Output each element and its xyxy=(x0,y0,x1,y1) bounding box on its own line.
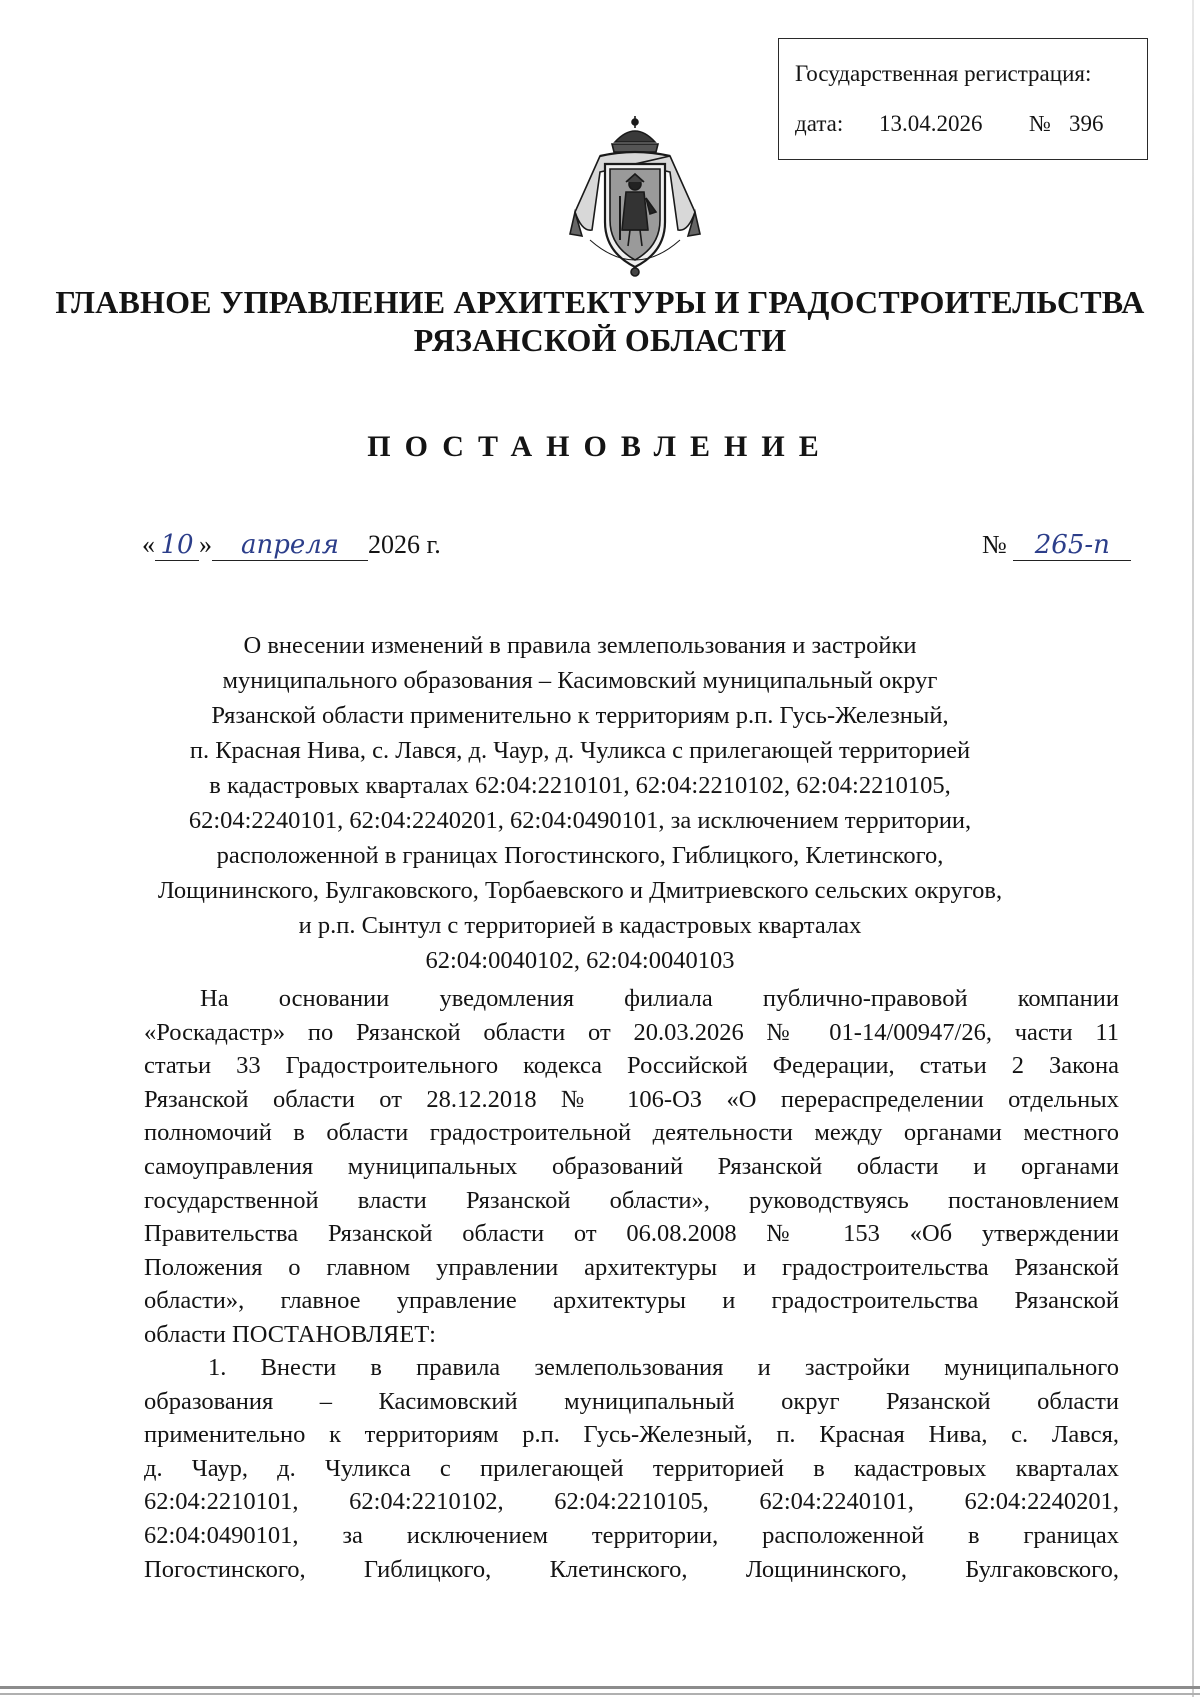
subject-line: 62:04:0040102, 62:04:0040103 xyxy=(425,947,735,974)
preamble-line: области», главное управление архитектуры и градостроительства Рязанской xyxy=(144,1287,1119,1315)
registration-number: 396 xyxy=(1069,111,1104,136)
preamble-line: На основании уведомления филиала публично-правовой компании xyxy=(200,985,1119,1012)
organization-name-line-2: РЯЗАНСКОЙ ОБЛАСТИ xyxy=(413,322,787,358)
subject-line: 62:04:2240101, 62:04:2240201, 62:04:0490101, за исключением территории, xyxy=(188,807,972,834)
date-close-quote: » xyxy=(199,530,212,559)
scan-edge-bottom-secondary xyxy=(0,1693,1200,1695)
decree-number xyxy=(982,530,1131,561)
registration-date: 13.04.2026 xyxy=(879,111,983,136)
preamble-line: самоуправления муниципальных образований Рязанской области и органами xyxy=(144,1152,1119,1180)
subject-line: муниципального образования – Касимовский муниципальный округ xyxy=(222,667,938,694)
preamble-line: Положения о главном управлении архитектуры и градостроительства Рязанской xyxy=(144,1253,1119,1281)
item-1-line: 62:04:0490101, за исключением территории, расположенной в границах xyxy=(144,1521,1119,1549)
registration-stamp xyxy=(778,38,1148,160)
preamble-paragraph xyxy=(144,982,1119,1352)
item-1-paragraph xyxy=(144,1351,1119,1586)
decree-subject xyxy=(140,628,1020,978)
preamble-line: государственной власти Рязанской области», руководствуясь постановлением xyxy=(144,1186,1119,1214)
item-1-line: 1. Внести в правила землепользования и застройки муниципального xyxy=(208,1354,1119,1381)
scan-edge-right xyxy=(1192,0,1194,1697)
subject-line: расположенной в границах Погостинского, Гиблицкого, Клетинского, xyxy=(216,842,944,869)
item-1-line: Погостинского, Гиблицкого, Клетинского, Лощининского, Булгаковского, xyxy=(144,1555,1119,1583)
ryazan-coat-of-arms-icon xyxy=(560,112,710,282)
item-1-line: 62:04:2210101, 62:04:2210102, 62:04:2210105, 62:04:2240101, 62:04:2240201, xyxy=(144,1488,1119,1516)
preamble-line: области ПОСТАНОВЛЯЕТ: xyxy=(144,1320,436,1348)
preamble-line: «Роскадастр» по Рязанской области от 20.03.2026 № 01-14/00947/26, части 11 xyxy=(144,1018,1119,1046)
registration-date-label: дата: xyxy=(795,111,844,136)
handwritten-month: апреля xyxy=(212,530,368,561)
subject-line: Лощининского, Булгаковского, Торбаевского и Дмитриевского сельских округов, xyxy=(157,877,1003,904)
decree-number-label: № xyxy=(982,530,1007,559)
subject-line: в кадастровых кварталах 62:04:2210101, 62:04:2210102, 62:04:2210105, xyxy=(209,772,951,799)
item-1-line: образования – Касимовский муниципальный округ Рязанской области xyxy=(144,1387,1119,1415)
preamble-line: статьи 33 Градостроительного кодекса Российской Федерации, статьи 2 Закона xyxy=(144,1052,1119,1080)
decree-year: 2026 г. xyxy=(368,530,441,559)
scan-edge-bottom xyxy=(0,1686,1200,1689)
subject-line: и р.п. Сынтул с территорией в кадастровых кварталах xyxy=(298,912,862,939)
subject-line: Рязанской области применительно к территориям р.п. Гусь-Железный, xyxy=(211,702,949,729)
preamble-line: Рязанской области от 28.12.2018 № 106-ОЗ «О перераспределении отдельных xyxy=(144,1085,1119,1113)
preamble-line: Правительства Рязанской области от 06.08.2008 № 153 «Об утверждении xyxy=(144,1220,1119,1248)
handwritten-decree-number: 265-п xyxy=(1013,530,1131,561)
organization-name-line-1: ГЛАВНОЕ УПРАВЛЕНИЕ АРХИТЕКТУРЫ И ГРАДОСТРОИТЕЛЬСТВА xyxy=(55,284,1145,320)
registration-number-label: № xyxy=(1029,111,1051,136)
preamble-line: полномочий в области градостроительной деятельности между органами местного xyxy=(144,1119,1119,1147)
item-1-line: применительно к территориям р.п. Гусь-Железный, п. Красная Нива, с. Лався, xyxy=(144,1421,1119,1449)
item-1-line: д. Чаур, д. Чуликса с прилегающей территорией в кадастровых кварталах xyxy=(144,1454,1119,1482)
registration-title: Государственная регистрация: xyxy=(795,61,1092,86)
subject-line: п. Красная Нива, с. Лався, д. Чаур, д. Чуликса с прилегающей территорией xyxy=(189,737,971,764)
decree-date xyxy=(142,530,441,561)
handwritten-day: 10 xyxy=(155,530,199,561)
document-type-title: ПОСТАНОВЛЕНИЕ xyxy=(367,430,833,463)
subject-line: О внесении изменений в правила землепользования и застройки xyxy=(243,632,917,659)
date-open-quote: « xyxy=(142,530,155,559)
